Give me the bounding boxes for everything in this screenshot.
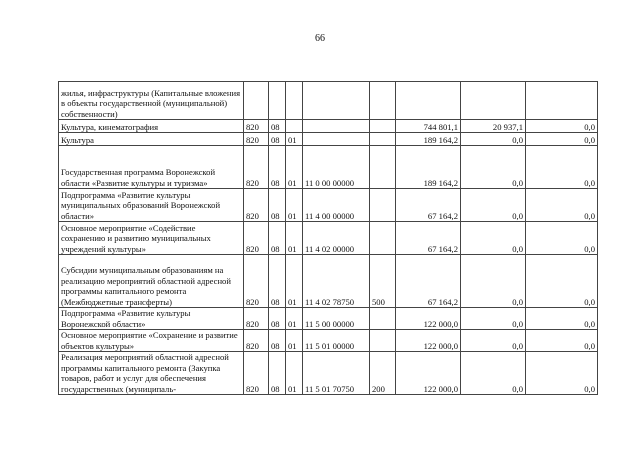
row-name-cell: Основное мероприятие «Содействие сохранению и развитию муниципальных учреждений культуры» <box>59 222 244 255</box>
code-cell-1: 820 <box>244 255 269 308</box>
code-cell-3: 01 <box>286 133 303 146</box>
value-cell-1 <box>396 82 461 120</box>
code-cell-4 <box>303 82 370 120</box>
table-row <box>59 189 598 222</box>
value-cell-1: 122 000,0 <box>396 352 461 395</box>
code-cell-4: 11 4 02 78750 <box>303 255 370 308</box>
value-cell-2: 20 937,1 <box>461 120 526 133</box>
value-cell-3: 0,0 <box>526 222 598 255</box>
code-cell-5 <box>370 133 396 146</box>
table-row <box>59 146 598 189</box>
code-cell-2: 08 <box>269 222 286 255</box>
code-cell-5 <box>370 189 396 222</box>
code-cell-2: 08 <box>269 120 286 133</box>
code-cell-3: 01 <box>286 189 303 222</box>
value-cell-2: 0,0 <box>461 352 526 395</box>
code-cell-4 <box>303 133 370 146</box>
value-cell-3: 0,0 <box>526 352 598 395</box>
code-cell-1: 820 <box>244 352 269 395</box>
code-cell-3: 01 <box>286 308 303 330</box>
value-cell-1: 744 801,1 <box>396 120 461 133</box>
value-cell-2 <box>461 82 526 120</box>
code-cell-5 <box>370 308 396 330</box>
value-cell-2: 0,0 <box>461 189 526 222</box>
code-cell-1 <box>244 82 269 120</box>
code-cell-2 <box>269 82 286 120</box>
row-name-cell: Культура, кинематография <box>59 120 244 133</box>
table-row <box>59 222 598 255</box>
code-cell-2: 08 <box>269 133 286 146</box>
code-cell-4: 11 5 01 00000 <box>303 330 370 352</box>
row-name-cell: Подпрограмма «Развитие культуры муниципальных образований Воронежской области» <box>59 189 244 222</box>
value-cell-1: 122 000,0 <box>396 308 461 330</box>
value-cell-2: 0,0 <box>461 330 526 352</box>
row-name-cell: Основное мероприятие «Сохранение и развитие объектов культуры» <box>59 330 244 352</box>
code-cell-3: 01 <box>286 352 303 395</box>
code-cell-2: 08 <box>269 352 286 395</box>
page-number: 66 <box>315 33 325 44</box>
value-cell-1: 67 164,2 <box>396 222 461 255</box>
code-cell-1: 820 <box>244 120 269 133</box>
code-cell-3: 01 <box>286 330 303 352</box>
table-row <box>59 352 598 395</box>
code-cell-4: 11 5 01 70750 <box>303 352 370 395</box>
value-cell-2: 0,0 <box>461 133 526 146</box>
code-cell-1: 820 <box>244 146 269 189</box>
row-name-cell: Реализация мероприятий областной адресной программы капитального ремонта (Закупка товаров, работ и услуг для обеспечения государственных (муниципаль- <box>59 352 244 395</box>
code-cell-4: 11 4 00 00000 <box>303 189 370 222</box>
code-cell-3 <box>286 82 303 120</box>
value-cell-1: 67 164,2 <box>396 189 461 222</box>
value-cell-2: 0,0 <box>461 308 526 330</box>
code-cell-4: 11 0 00 00000 <box>303 146 370 189</box>
value-cell-3: 0,0 <box>526 308 598 330</box>
table-row <box>59 82 598 120</box>
table-row <box>59 133 598 146</box>
code-cell-1: 820 <box>244 308 269 330</box>
code-cell-5 <box>370 330 396 352</box>
value-cell-3: 0,0 <box>526 120 598 133</box>
row-name-cell: Субсидии муниципальным образованиям на реализацию мероприятий областной адресной программы капитального ремонта (Межбюджетные трансферты) <box>59 255 244 308</box>
value-cell-1: 189 164,2 <box>396 133 461 146</box>
code-cell-3: 01 <box>286 255 303 308</box>
row-name-cell: Подпрограмма «Развитие культуры Воронежской области» <box>59 308 244 330</box>
code-cell-5 <box>370 120 396 133</box>
code-cell-5: 500 <box>370 255 396 308</box>
value-cell-3: 0,0 <box>526 330 598 352</box>
value-cell-3: 0,0 <box>526 133 598 146</box>
code-cell-3: 01 <box>286 222 303 255</box>
value-cell-2: 0,0 <box>461 222 526 255</box>
row-name-cell: Государственная программа Воронежской области «Развитие культуры и туризма» <box>59 146 244 189</box>
table-row <box>59 120 598 133</box>
code-cell-1: 820 <box>244 222 269 255</box>
value-cell-3: 0,0 <box>526 189 598 222</box>
code-cell-5: 200 <box>370 352 396 395</box>
value-cell-1: 122 000,0 <box>396 330 461 352</box>
code-cell-5 <box>370 82 396 120</box>
table-row <box>59 255 598 308</box>
row-name-cell: Культура <box>59 133 244 146</box>
code-cell-1: 820 <box>244 189 269 222</box>
code-cell-2: 08 <box>269 255 286 308</box>
code-cell-2: 08 <box>269 308 286 330</box>
table-row <box>59 308 598 330</box>
code-cell-5 <box>370 146 396 189</box>
code-cell-4 <box>303 120 370 133</box>
value-cell-1: 67 164,2 <box>396 255 461 308</box>
value-cell-3: 0,0 <box>526 146 598 189</box>
table-row <box>59 330 598 352</box>
code-cell-1: 820 <box>244 330 269 352</box>
code-cell-3 <box>286 120 303 133</box>
value-cell-1: 189 164,2 <box>396 146 461 189</box>
code-cell-4: 11 4 02 00000 <box>303 222 370 255</box>
code-cell-2: 08 <box>269 189 286 222</box>
code-cell-1: 820 <box>244 133 269 146</box>
value-cell-3: 0,0 <box>526 255 598 308</box>
code-cell-3: 01 <box>286 146 303 189</box>
row-name-cell: жилья, инфраструктуры (Капитальные вложения в объекты государственной (муниципальной) собственности) <box>59 82 244 120</box>
value-cell-2: 0,0 <box>461 146 526 189</box>
code-cell-2: 08 <box>269 330 286 352</box>
value-cell-3 <box>526 82 598 120</box>
code-cell-5 <box>370 222 396 255</box>
budget-table <box>58 81 598 395</box>
code-cell-4: 11 5 00 00000 <box>303 308 370 330</box>
value-cell-2: 0,0 <box>461 255 526 308</box>
code-cell-2: 08 <box>269 146 286 189</box>
